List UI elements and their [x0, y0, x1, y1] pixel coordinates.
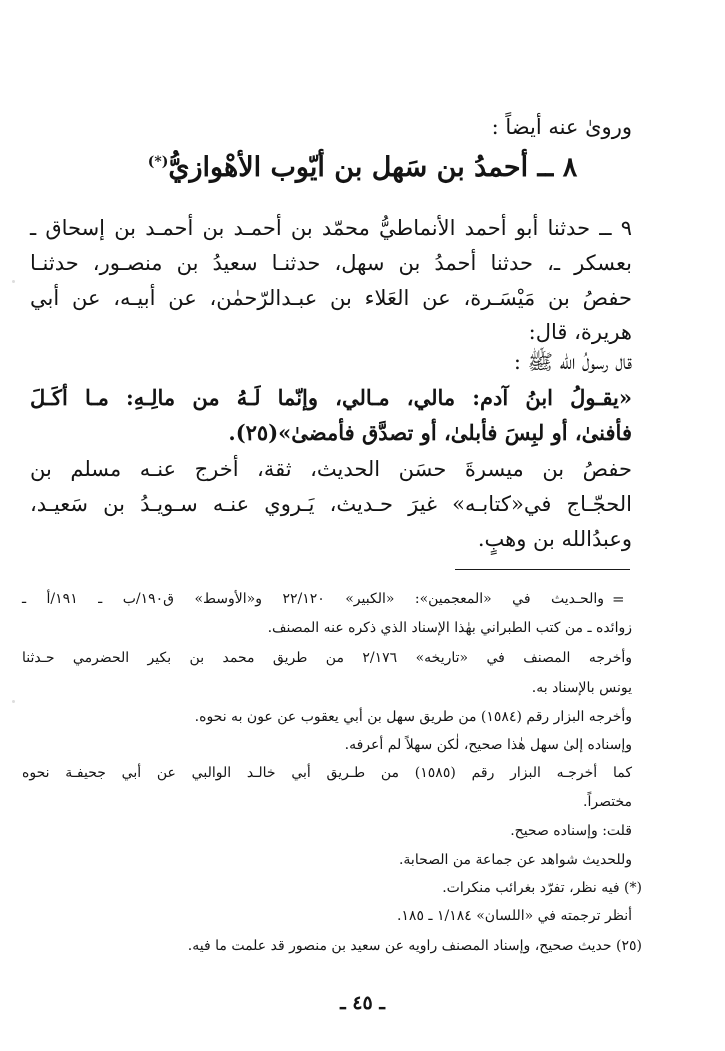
footnote-line: زوائده ـ من كتب الطبراني بهٰذا الإسناد الذي ذكره عنه المصنف. — [267, 620, 632, 636]
paragraph-line: هريرة، قال: — [528, 320, 632, 344]
footnotes — [22, 0, 642, 980]
footnote-line: وإسناده إلىٰ سهل هٰذا صحيح، لٰكن سهلاً لم أعرفه. — [344, 737, 632, 753]
intro-line: وروىٰ عنه أيضاً : — [491, 115, 632, 139]
paragraph-line: حفصُ بن مَيْسَـرة، عن العَلاء بن عبـدالرّحمٰن، عن أبيـه، عن أبي — [30, 286, 632, 310]
footnote-line: (*) فيه نظر، تفرّد بغرائب منكرات. — [442, 880, 642, 896]
heading-footnote-mark: (*) — [147, 154, 169, 170]
paragraph-line: «يقـولُ ابنُ آدم: مالي، مـالي، وإنّما لَـهُ من مالِـهِ: مـا أكَـلَ — [30, 385, 633, 410]
footnote-line: قلت: وإسناده صحيح. — [510, 823, 632, 839]
footnote-line: والحـديث في «المعجمين»: «الكبير» ٢٢/١٢٠ و«الأوسط» ق١٩٠/ب ـ ١٩١/أ ـ — [22, 591, 604, 607]
margin-speck — [12, 700, 15, 703]
footnote-line: أنظر ترجمته في «اللسان» ١/١٨٤ ـ ١٨٥. — [396, 908, 632, 924]
page-number: ـ ٤٥ ـ — [340, 992, 385, 1014]
footnote-line: مختصراً. — [583, 794, 632, 810]
footnote-line: (٢٥) حديث صحيح، وإسناد المصنف راويه عن سعيد بن منصور قد علمت ما فيه. — [187, 938, 642, 954]
footnote-line: وللحديث شواهد عن جماعة من الصحابة. — [398, 852, 632, 868]
heading-text: ٨ ــ أحمدُ بن سَهل بن أيّوب الأهْوازيُّ — [168, 152, 578, 183]
footnote-line: يونس بالإسناد به. — [531, 680, 632, 696]
footnote-line: وأخرجه المصنف في «تاريخه» ٢/١٧٦ من طريق محمد بن بكير الحضرمي حـدثنا — [22, 650, 633, 666]
footnote-continuation-marker: = — [612, 590, 625, 608]
paragraph-line: وعبدُالله بن وهبٍ. — [477, 527, 632, 551]
paragraph-line: حفصُ بن ميسرةَ حسَن الحديث، ثقة، أخرج عنـه مسلم بن — [30, 457, 632, 481]
paragraph-line: قال رسولُ الله ﷺ : — [513, 350, 632, 374]
footnote-line: وأخرجه البزار رقم (١٥٨٤) من طريق سهل بن أبي يعقوب عن عون به نحوه. — [194, 709, 632, 725]
paragraph-line: ٩ ــ حدثنا أبو أحمد الأنماطيُّ محمّد بن أحمـد بن أحمـد بن إسحاق ـ — [30, 216, 632, 240]
paragraph-line: بعسكر ـ، حدثنا أحمدُ بن سهل، حدثنـا سعيدُ بن منصـور، حدثنـا — [30, 251, 632, 275]
paragraph-line: فأفنىٰ، أو لبِسَ فأبلىٰ، أو تصدَّق فأمضىٰ»(٢٥). — [228, 420, 632, 445]
margin-speck — [12, 280, 15, 283]
footnote-line: كما أخرجـه البزار رقم (١٥٨٥) من طـريق أبي خالـد الوالبي عن أبي جحيفـة نحوه — [22, 765, 632, 781]
paragraph-line: الحجّـاج في«كتابـه» غيرَ حـديث، يَـروي عنـه سـويـدُ بن سَعيـد، — [30, 492, 632, 516]
